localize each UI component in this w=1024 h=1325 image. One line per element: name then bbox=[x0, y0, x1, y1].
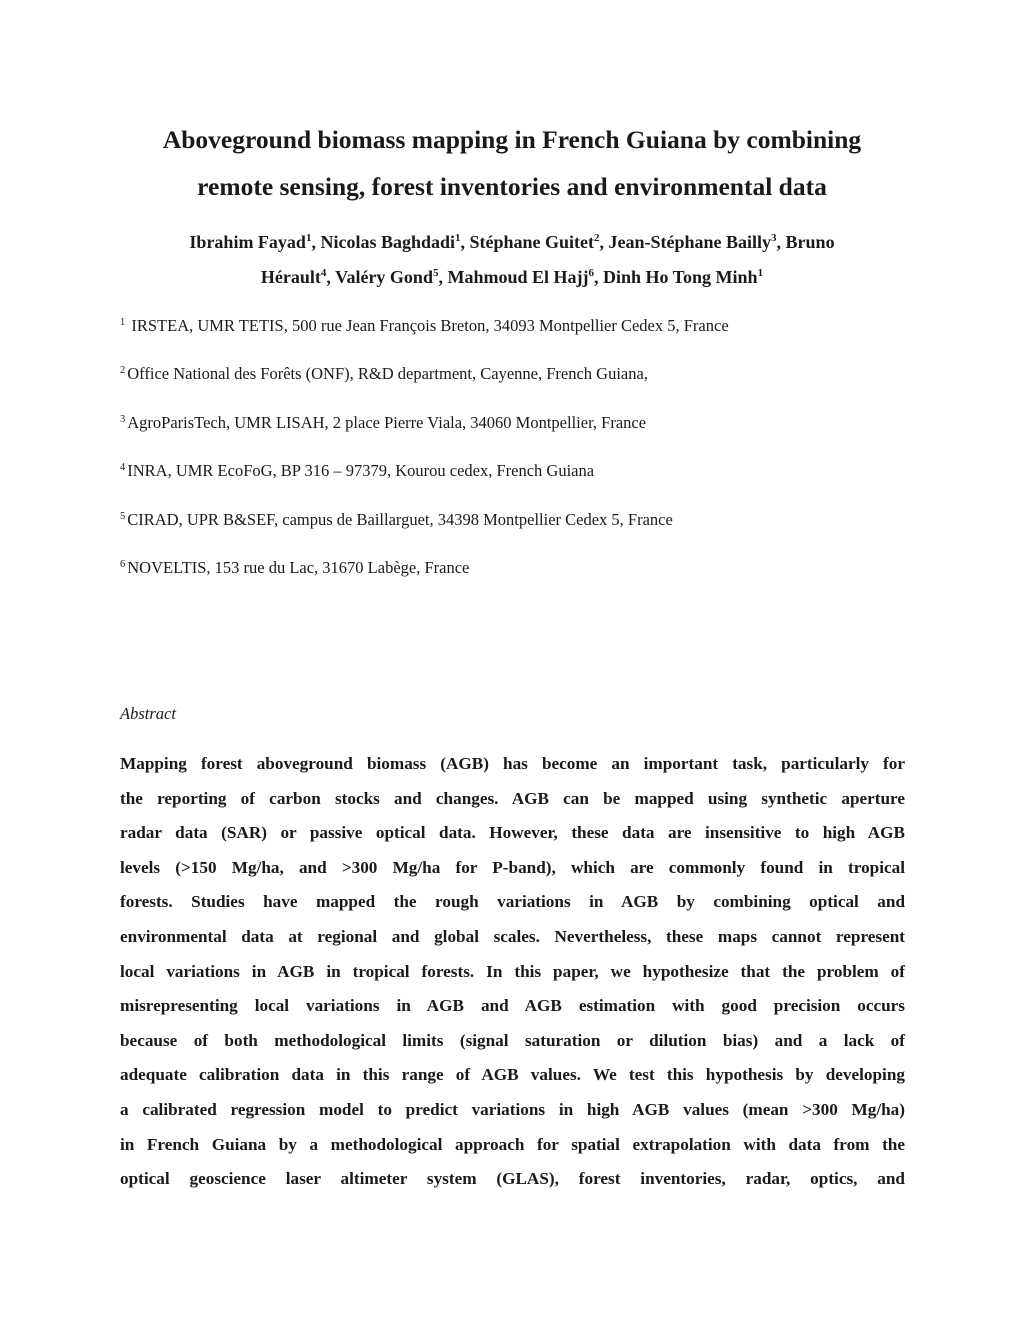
author-separator: , bbox=[311, 232, 321, 252]
affiliation-text: NOVELTIS, 153 rue du Lac, 31670 Labège, France bbox=[127, 558, 470, 577]
author-affil-ref: 4 bbox=[320, 267, 327, 279]
author-name: Jean-Stéphane Bailly bbox=[608, 232, 772, 252]
affiliation-number: 1 bbox=[120, 316, 126, 328]
author-line-2 bbox=[80, 260, 944, 295]
author-affil-ref: 5 bbox=[432, 267, 439, 279]
author-separator: , bbox=[599, 232, 609, 252]
affiliation-text: INRA, UMR EcoFoG, BP 316 – 97379, Kourou cedex, French Guiana bbox=[127, 461, 595, 480]
abstract-line: forests. Studies have mapped the rough variations in AGB by combining optical and bbox=[120, 892, 905, 912]
abstract-line: the reporting of carbon stocks and changes. AGB can be mapped using synthetic aperture bbox=[120, 788, 905, 808]
affiliation-text: IRSTEA, UMR TETIS, 500 rue Jean François Breton, 34093 Montpellier Cedex 5, France bbox=[131, 316, 729, 335]
affiliation-text: CIRAD, UPR B&SEF, campus de Baillarguet, 34398 Montpellier Cedex 5, France bbox=[127, 510, 673, 529]
author-line-1 bbox=[80, 225, 944, 260]
affiliation-6 bbox=[120, 558, 910, 578]
abstract-line: because of both methodological limits (signal saturation or dilution bias) and a lack of bbox=[120, 1030, 905, 1050]
affiliation-5 bbox=[120, 510, 910, 530]
abstract-line: environmental data at regional and global scales. Nevertheless, these maps cannot represent bbox=[120, 926, 905, 946]
author-affil-ref: 1 bbox=[305, 232, 312, 244]
affiliation-3 bbox=[120, 413, 910, 433]
abstract-body bbox=[120, 747, 905, 1197]
affiliation-number: 3 bbox=[120, 413, 126, 425]
paper-title bbox=[100, 116, 924, 210]
affiliation-2 bbox=[120, 364, 910, 384]
affiliation-number: 5 bbox=[120, 510, 126, 522]
author-affil-ref: 1 bbox=[757, 267, 764, 279]
title-line-2: remote sensing, forest inventories and environmental data bbox=[197, 172, 827, 201]
author-affil-ref: 2 bbox=[594, 232, 600, 244]
author-name: Valéry Gond bbox=[335, 267, 433, 287]
author-list bbox=[80, 225, 944, 295]
author-name: Hérault bbox=[260, 267, 321, 287]
abstract-line: adequate calibration data in this range of AGB values. We test this hypothesis by developing bbox=[120, 1065, 905, 1085]
affiliation-number: 4 bbox=[120, 461, 126, 473]
author-separator: , bbox=[776, 232, 786, 252]
author-name: Mahmoud El Hajj bbox=[447, 267, 589, 287]
author-name: Nicolas Baghdadi bbox=[320, 232, 455, 252]
affiliation-number: 6 bbox=[120, 558, 126, 570]
abstract-line: optical geoscience laser altimeter system (GLAS), forest inventories, radar, optics, and bbox=[120, 1169, 905, 1189]
author-name: Stéphane Guitet bbox=[469, 232, 595, 252]
abstract-line: misrepresenting local variations in AGB and AGB estimation with good precision occurs bbox=[120, 996, 905, 1016]
affiliation-text: AgroParisTech, UMR LISAH, 2 place Pierre Viala, 34060 Montpellier, France bbox=[127, 413, 647, 432]
abstract-line: levels (>150 Mg/ha, and >300 Mg/ha for P-band), which are commonly found in tropical bbox=[120, 857, 905, 877]
author-affil-ref: 3 bbox=[771, 232, 777, 244]
author-separator: , bbox=[460, 232, 470, 252]
affiliation-text: Office National des Forêts (ONF), R&D department, Cayenne, French Guiana, bbox=[127, 364, 648, 383]
affiliation-1 bbox=[120, 316, 910, 336]
abstract-line: radar data (SAR) or passive optical data. However, these data are insensitive to high AGB bbox=[120, 823, 905, 843]
author-name: Ibrahim Fayad bbox=[189, 232, 306, 252]
abstract-line: Mapping forest aboveground biomass (AGB) has become an important task, particularly for bbox=[120, 754, 905, 773]
affiliation-number: 2 bbox=[120, 364, 126, 376]
abstract-line: in French Guiana by a methodological approach for spatial extrapolation with data from the bbox=[120, 1134, 905, 1154]
title-line-1: Aboveground biomass mapping in French Guiana by combining bbox=[162, 125, 862, 154]
author-affil-ref: 1 bbox=[455, 232, 461, 244]
author-separator: , bbox=[326, 267, 336, 287]
abstract-heading: Abstract bbox=[120, 704, 176, 723]
author-name: Dinh Ho Tong Minh bbox=[602, 267, 758, 287]
abstract-line: local variations in AGB in tropical forests. In this paper, we hypothesize that the problem of bbox=[120, 961, 905, 981]
author-affil-ref: 6 bbox=[588, 267, 594, 279]
abstract-line: a calibrated regression model to predict variations in high AGB values (mean >300 Mg/ha) bbox=[120, 1099, 905, 1119]
author-name: Bruno bbox=[785, 232, 835, 252]
affiliation-4 bbox=[120, 461, 910, 481]
author-separator: , bbox=[593, 267, 603, 287]
author-separator: , bbox=[438, 267, 448, 287]
